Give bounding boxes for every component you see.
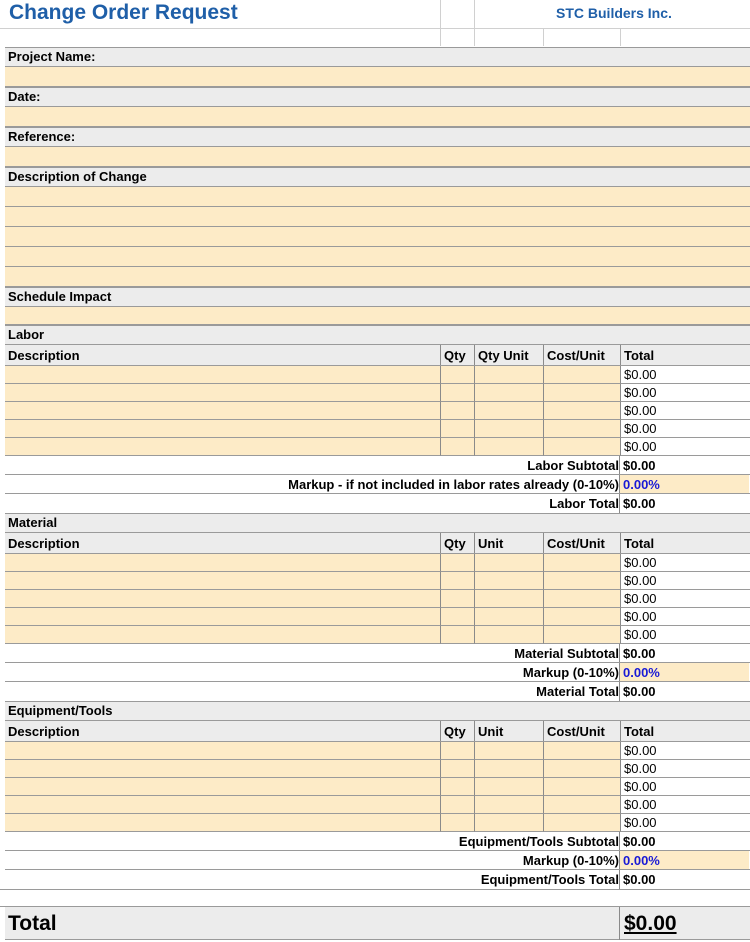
material-row-total: $0.00	[621, 554, 750, 572]
equipment-unit-input[interactable]	[475, 814, 544, 832]
equipment-markup-label: Markup (0-10%)	[522, 853, 619, 868]
labor-markup-input[interactable]: 0.00%	[619, 475, 749, 493]
table-row	[5, 384, 750, 402]
material-col-description: Description	[5, 533, 441, 553]
description-input[interactable]	[5, 187, 750, 207]
date-input[interactable]	[5, 107, 750, 127]
table-row	[5, 608, 750, 626]
schedule-impact-input[interactable]	[5, 307, 750, 325]
table-row	[5, 402, 750, 420]
table-row	[5, 742, 750, 760]
labor-subtotal-value: $0.00	[619, 456, 749, 474]
table-row	[5, 572, 750, 590]
equipment-unit-input[interactable]	[475, 796, 544, 814]
material-col-qty: Qty	[441, 533, 475, 553]
labor-row-total: $0.00	[621, 420, 750, 438]
labor-cost-input[interactable]	[544, 420, 621, 438]
labor-description-input[interactable]	[5, 402, 441, 420]
description-input[interactable]	[5, 247, 750, 267]
equipment-section-title: Equipment/Tools	[5, 701, 750, 721]
equipment-description-input[interactable]	[5, 742, 441, 760]
table-row	[5, 814, 750, 832]
material-unit-input[interactable]	[475, 608, 544, 626]
equipment-description-input[interactable]	[5, 814, 441, 832]
labor-total-row	[5, 494, 750, 513]
equipment-description-input[interactable]	[5, 778, 441, 796]
equipment-unit-input[interactable]	[475, 742, 544, 760]
labor-row-total: $0.00	[621, 366, 750, 384]
material-markup-input[interactable]: 0.00%	[619, 663, 749, 681]
labor-cost-input[interactable]	[544, 384, 621, 402]
equipment-total-label: Equipment/Tools Total	[480, 872, 619, 887]
labor-description-input[interactable]	[5, 366, 441, 384]
labor-total-label: Labor Total	[549, 496, 619, 511]
labor-total-value: $0.00	[619, 494, 749, 513]
material-unit-input[interactable]	[475, 626, 544, 644]
labor-markup-row	[5, 475, 750, 494]
material-row-total: $0.00	[621, 572, 750, 590]
labor-col-total: Total	[624, 348, 655, 363]
material-col-unit: Unit	[475, 533, 544, 553]
labor-col-description: Description	[5, 345, 441, 365]
material-cost-input[interactable]	[544, 554, 621, 572]
material-cost-input[interactable]	[544, 626, 621, 644]
labor-subtotal-label: Labor Subtotal	[527, 458, 619, 473]
material-qty-input[interactable]	[441, 572, 475, 590]
material-markup-label: Markup (0-10%)	[522, 665, 619, 680]
equipment-total-value: $0.00	[619, 870, 749, 889]
equipment-cost-input[interactable]	[544, 742, 621, 760]
labor-cost-input[interactable]	[544, 438, 621, 456]
description-input[interactable]	[5, 267, 750, 287]
material-description-input[interactable]	[5, 608, 441, 626]
labor-qty-input[interactable]	[441, 402, 475, 420]
labor-row-total: $0.00	[621, 402, 750, 420]
labor-unit-input[interactable]	[475, 384, 544, 402]
table-row	[5, 366, 750, 384]
material-total-label: Material Total	[536, 684, 619, 699]
equipment-row-total: $0.00	[621, 760, 750, 778]
page-title: Change Order Request	[9, 1, 238, 24]
material-subtotal-row	[5, 644, 750, 663]
grand-total-label: Total	[8, 912, 57, 935]
labor-col-qty: Qty	[441, 345, 475, 365]
material-unit-input[interactable]	[475, 554, 544, 572]
material-row-total: $0.00	[621, 608, 750, 626]
labor-qty-input[interactable]	[441, 384, 475, 402]
equipment-cost-input[interactable]	[544, 778, 621, 796]
labor-cost-input[interactable]	[544, 366, 621, 384]
material-section-title: Material	[5, 513, 750, 533]
equipment-qty-input[interactable]	[441, 796, 475, 814]
labor-qty-input[interactable]	[441, 438, 475, 456]
equipment-header-row	[5, 721, 750, 742]
equipment-row-total: $0.00	[621, 778, 750, 796]
labor-markup-label: Markup - if not included in labor rates already (0-10%)	[288, 477, 619, 492]
labor-unit-input[interactable]	[475, 438, 544, 456]
labor-qty-input[interactable]	[441, 420, 475, 438]
table-row	[5, 420, 750, 438]
material-col-total: Total	[624, 536, 655, 551]
material-qty-input[interactable]	[441, 608, 475, 626]
labor-unit-input[interactable]	[475, 402, 544, 420]
material-description-input[interactable]	[5, 590, 441, 608]
table-row	[5, 438, 750, 456]
equipment-cost-input[interactable]	[544, 760, 621, 778]
labor-header-row	[5, 345, 750, 366]
equipment-subtotal-row	[5, 832, 750, 851]
equipment-subtotal-label: Equipment/Tools Subtotal	[458, 834, 619, 849]
grand-total-row	[5, 907, 750, 940]
grand-total-value: $0.00	[619, 907, 750, 940]
equipment-col-description: Description	[5, 721, 441, 741]
project-name-label: Project Name:	[5, 47, 750, 67]
material-qty-input[interactable]	[441, 590, 475, 608]
material-description-input[interactable]	[5, 572, 441, 590]
equipment-row-total: $0.00	[621, 814, 750, 832]
material-cost-input[interactable]	[544, 608, 621, 626]
labor-row-total: $0.00	[621, 384, 750, 402]
material-subtotal-label: Material Subtotal	[514, 646, 619, 661]
equipment-qty-input[interactable]	[441, 760, 475, 778]
material-row-total: $0.00	[621, 590, 750, 608]
equipment-markup-row	[5, 851, 750, 870]
equipment-col-unit: Unit	[475, 721, 544, 741]
material-row-total: $0.00	[621, 626, 750, 644]
schedule-impact-label: Schedule Impact	[5, 287, 750, 307]
equipment-cost-input[interactable]	[544, 814, 621, 832]
material-total-row	[5, 682, 750, 701]
description-input[interactable]	[5, 227, 750, 247]
material-cost-input[interactable]	[544, 572, 621, 590]
material-header-row	[5, 533, 750, 554]
equipment-col-qty: Qty	[441, 721, 475, 741]
equipment-qty-input[interactable]	[441, 742, 475, 760]
equipment-markup-input[interactable]: 0.00%	[619, 851, 749, 869]
date-label: Date:	[5, 87, 750, 107]
project-name-input[interactable]	[5, 67, 750, 87]
material-qty-input[interactable]	[441, 626, 475, 644]
equipment-description-input[interactable]	[5, 796, 441, 814]
equipment-cost-input[interactable]	[544, 796, 621, 814]
table-row	[5, 554, 750, 572]
equipment-col-cost: Cost/Unit	[544, 721, 621, 741]
labor-qty-input[interactable]	[441, 366, 475, 384]
table-row	[5, 590, 750, 608]
equipment-unit-input[interactable]	[475, 778, 544, 796]
equipment-col-total: Total	[624, 724, 655, 739]
table-row	[5, 778, 750, 796]
equipment-unit-input[interactable]	[475, 760, 544, 778]
table-row	[5, 760, 750, 778]
company-name: STC Builders Inc.	[556, 5, 672, 21]
labor-description-input[interactable]	[5, 384, 441, 402]
labor-col-cost: Cost/Unit	[544, 345, 621, 365]
reference-input[interactable]	[5, 147, 750, 167]
equipment-row-total: $0.00	[621, 796, 750, 814]
labor-description-input[interactable]	[5, 438, 441, 456]
labor-row-total: $0.00	[621, 438, 750, 456]
material-cost-input[interactable]	[544, 590, 621, 608]
material-subtotal-value: $0.00	[619, 644, 749, 662]
material-markup-row	[5, 663, 750, 682]
reference-label: Reference:	[5, 127, 750, 147]
material-description-input[interactable]	[5, 554, 441, 572]
equipment-row-total: $0.00	[621, 742, 750, 760]
equipment-total-row	[5, 870, 750, 889]
labor-unit-input[interactable]	[475, 366, 544, 384]
material-total-value: $0.00	[619, 682, 749, 701]
description-label: Description of Change	[5, 167, 750, 187]
table-row	[5, 626, 750, 644]
labor-col-unit: Qty Unit	[475, 345, 544, 365]
table-row	[5, 796, 750, 814]
material-unit-input[interactable]	[475, 572, 544, 590]
equipment-description-input[interactable]	[5, 760, 441, 778]
labor-section-title: Labor	[5, 325, 750, 345]
labor-unit-input[interactable]	[475, 420, 544, 438]
equipment-qty-input[interactable]	[441, 814, 475, 832]
material-description-input[interactable]	[5, 626, 441, 644]
equipment-qty-input[interactable]	[441, 778, 475, 796]
labor-cost-input[interactable]	[544, 402, 621, 420]
material-col-cost: Cost/Unit	[544, 533, 621, 553]
material-unit-input[interactable]	[475, 590, 544, 608]
material-qty-input[interactable]	[441, 554, 475, 572]
labor-subtotal-row	[5, 456, 750, 475]
description-input[interactable]	[5, 207, 750, 227]
labor-description-input[interactable]	[5, 420, 441, 438]
equipment-subtotal-value: $0.00	[619, 832, 749, 850]
